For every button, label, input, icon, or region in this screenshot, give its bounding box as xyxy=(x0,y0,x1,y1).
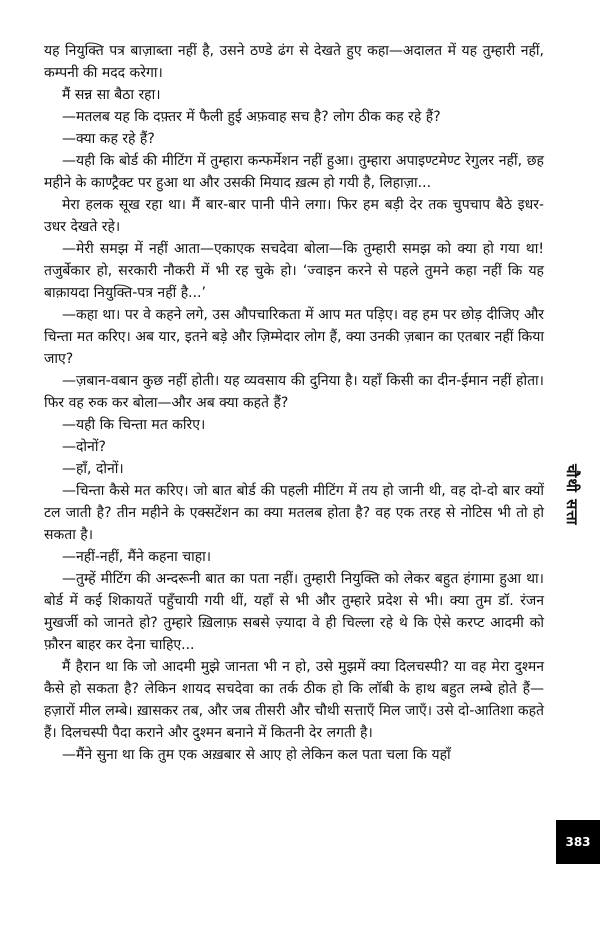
paragraph: मेरा हलक सूख रहा था। मैं बार-बार पानी पीने लगा। फिर हम बड़ी देर तक चुपचाप बैठे इधर-उधर देखते रहे। xyxy=(44,197,544,235)
paragraph: —नहीं-नहीं, मैंने कहना चाहा। xyxy=(62,549,212,565)
paragraph: —कहा था। पर वे कहने लगे, उस औपचारिकता में आप मत पड़िए। वह हम पर छोड़ दीजिए और चिन्ता मत करिए। अब यार, इतने बड़े और ज़िम्मेदार लोग हैं, क्या उनकी ज़बान का एतबार नहीं किया जाए? xyxy=(44,307,544,367)
paragraph: —यही कि बोर्ड की मीटिंग में तुम्हारा कन्फर्मेशन नहीं हुआ। तुम्हारा अपाइण्टमेण्ट रेगुलर नहीं, छह महीने के काण्ट्रैक्ट पर हुआ था और उसकी मियाद ख़त्म हो गयी है, लिहाज़ा... xyxy=(44,153,544,191)
paragraph: यह नियुक्ति पत्र बाज़ाब्ता नहीं है, उसने ठण्डे ढंग से देखते हुए कहा—अदालत में यह तुम्हारी नहीं, कम्पनी की मदद करेगा। xyxy=(44,43,544,81)
paragraph: —मेरी समझ में नहीं आता—एकाएक सचदेवा बोला—कि तुम्हारी समझ को क्या हो गया था! तजुर्बेकार हो, सरकारी नौकरी में भी रह चुके हो। ‘ज्वाइन करने से पहले तुमने कहा नहीं कि यह बाक़ायदा नियुक्ति-पत्र नहीं है...’ xyxy=(44,241,544,301)
paragraph: —ज़बान-वबान कुछ नहीं होती। यह व्यवसाय की दुनिया है। यहाँ किसी का दीन-ईमान नहीं होता। फिर वह रुक कर बोला—और अब क्या कहते हैं? xyxy=(44,373,544,411)
page-number: 383 xyxy=(556,820,600,864)
paragraph: —चिन्ता कैसे मत करिए। जो बात बोर्ड की पहली मीटिंग में तय हो जानी थी, वह दो-दो बार क्यों टल जाती है? तीन महीने के एक्सटेंशन का क्या मतलब होता है? वह एक तरह से नोटिस भी तो हो सकता है। xyxy=(44,483,544,543)
paragraph: —यही कि चिन्ता मत करिए। xyxy=(62,417,206,433)
paragraph: —मैंने सुना था कि तुम एक अख़बार से आए हो लेकिन कल पता चला कि यहाँ xyxy=(62,747,451,763)
paragraph: —हाँ, दोनों। xyxy=(62,461,124,477)
paragraph: मैं हैरान था कि जो आदमी मुझे जानता भी न हो, उसे मुझमें क्या दिलचस्पी? या वह मेरा दुश्मन कैसे हो सकता है? लेकिन शायद सचदेवा का तर्क ठीक हो कि लॉबी के हाथ बहुत लम्बे होते हैं—हज़ारों मील लम्बे। ख़ासकर तब, और जब तीसरी और चौथी सत्ताएँ मिल जाएँ। उसे दो-आतिशा कहते हैं। दिलचस्पी पैदा कराने और दुश्मन बनाने में कितनी देर लगती है। xyxy=(44,659,544,741)
running-head: चौथी सत्ता xyxy=(563,464,581,526)
body-text xyxy=(44,40,544,766)
paragraph: —तुम्हें मीटिंग की अन्दरूनी बात का पता नहीं। तुम्हारी नियुक्ति को लेकर बहुत हंगामा हुआ था। बोर्ड में कई शिकायतें पहुँचायी गयी थीं, यहाँ से भी और तुम्हारे प्रदेश से भी। क्या तुम डॉ. रंजन मुखर्जी को जानते हो? तुम्हारे ख़िलाफ़ सबसे ज़्यादा वे ही चिल्ला रहे थे कि ऐसे करप्ट आदमी को फ़ौरन बाहर कर देना चाहिए... xyxy=(44,571,544,653)
paragraph: —मतलब यह कि दफ़्तर में फैली हुई अफ़वाह सच है? लोग ठीक कह रहे हैं? xyxy=(62,109,441,125)
paragraph: —क्या कह रहे हैं? xyxy=(62,131,155,147)
paragraph: मैं सन्न सा बैठा रहा। xyxy=(62,87,161,103)
paragraph: —दोनों? xyxy=(62,439,106,455)
